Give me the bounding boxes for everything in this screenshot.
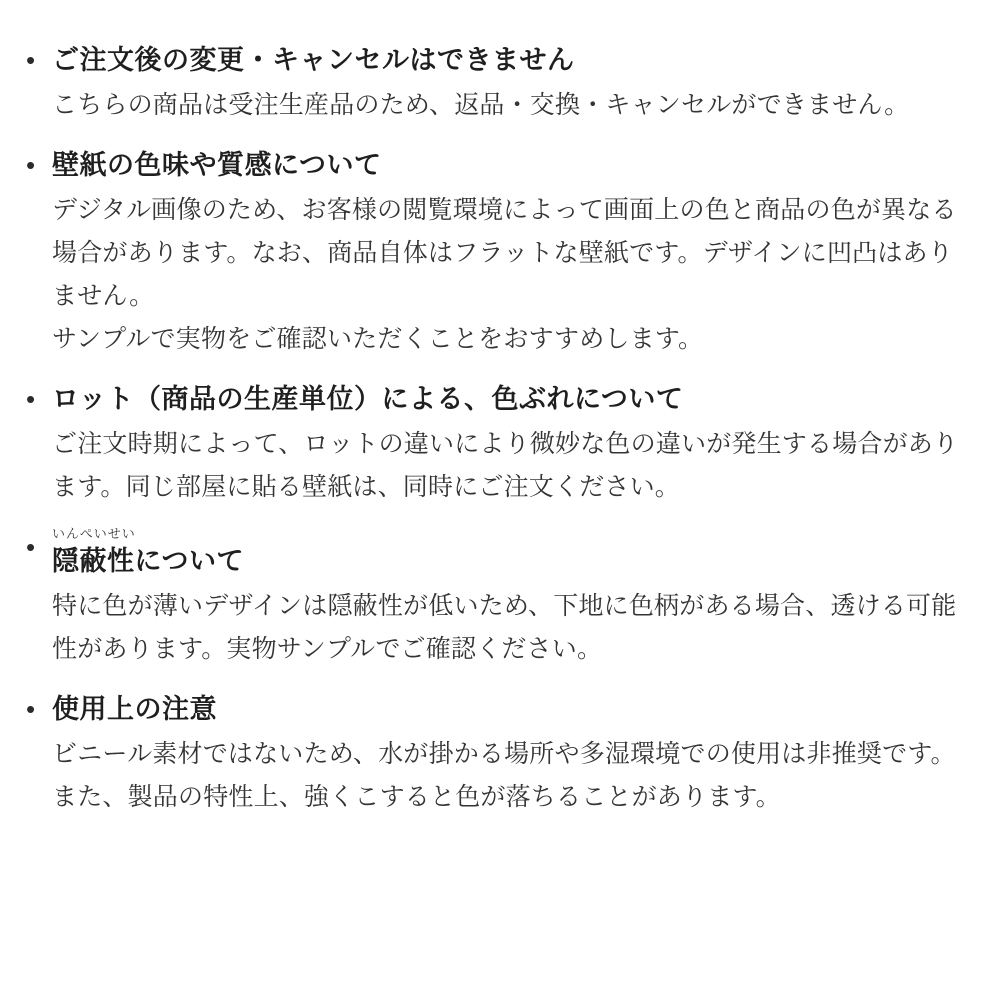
section-body: [52, 189, 978, 361]
section-paragraph: 特に色が薄いデザインは隠蔽性が低いため、下地に色柄がある場合、透ける可能性があります。実物サンプルでご確認ください。: [52, 592, 957, 663]
section-paragraph: こちらの商品は受注生産品のため、返品・交換・キャンセルができません。: [52, 91, 910, 119]
section-paragraph: ご注文時期によって、ロットの違いにより微妙な色の違いが発生する場合があります。同じ部屋に貼る壁紙は、同時にご注文ください。: [52, 430, 959, 501]
notice-section: [22, 527, 978, 671]
heading-wrap: [52, 40, 978, 80]
notice-heading-row: [22, 527, 978, 581]
notice-section: [22, 379, 978, 509]
notice-section: [22, 689, 978, 819]
section-paragraph: デジタル画像のため、お客様の閲覧環境によって画面上の色と商品の色が異なる場合があります。なお、商品自体はフラットな壁紙です。デザインに凹凸はありません。: [52, 196, 957, 310]
section-heading: ロット（商品の生産単位）による、色ぶれについて: [52, 384, 684, 414]
section-heading: ご注文後の変更・キャンセルはできません: [52, 45, 575, 75]
bullet-icon: •: [26, 45, 36, 75]
section-body: [52, 585, 978, 671]
heading-wrap: [52, 527, 978, 581]
heading-wrap: [52, 379, 978, 419]
notice-section: [22, 40, 978, 127]
section-paragraph: ビニール素材ではないため、水が掛かる場所や多湿環境での使用は非推奨です。また、製品の特性上、強くこすると色が落ちることがあります。: [52, 740, 956, 811]
bullet-icon: •: [26, 150, 36, 180]
notice-section: [22, 145, 978, 361]
section-body: [52, 84, 978, 127]
heading-wrap: [52, 689, 978, 729]
section-body: [52, 423, 978, 509]
bullet-icon: •: [26, 694, 36, 724]
ruby-annotation: いんぺいせい: [52, 526, 136, 541]
notice-heading-row: [22, 689, 978, 729]
notice-heading-row: [22, 145, 978, 185]
heading-wrap: [52, 145, 978, 185]
section-body: [52, 733, 978, 819]
notice-heading-row: [22, 379, 978, 419]
section-paragraph: サンプルで実物をご確認いただくことをおすすめします。: [52, 325, 704, 353]
section-heading: 壁紙の色味や質感について: [52, 150, 382, 180]
bullet-icon: •: [26, 532, 36, 562]
notice-heading-row: [22, 40, 978, 80]
section-heading: 隠蔽性について: [52, 546, 244, 576]
section-heading: 使用上の注意: [52, 694, 217, 724]
bullet-icon: •: [26, 384, 36, 414]
